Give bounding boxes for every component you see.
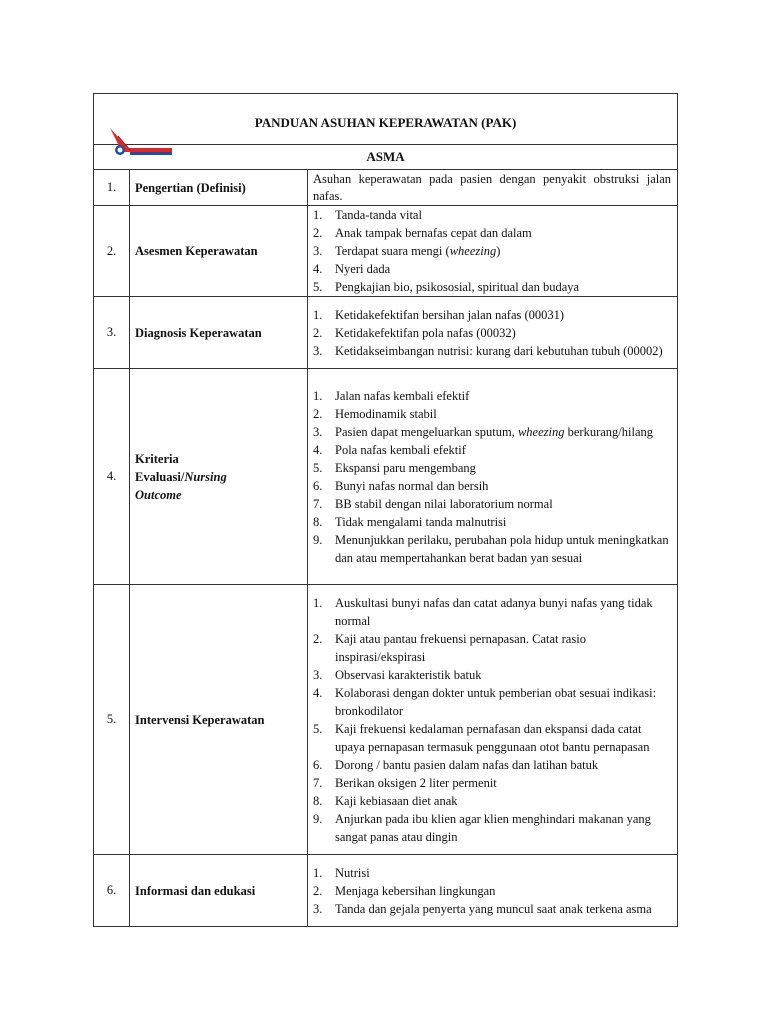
- list-item: 5. Ekspansi paru mengembang: [313, 460, 476, 475]
- table-row: [94, 369, 678, 585]
- row-number: 6.: [94, 855, 130, 927]
- pak-table: [93, 93, 678, 927]
- list-item: 9. Menunjukkan perilaku, perubahan pola hidup untuk meningkatkan dan atau mempertahankan berat badan yan sesuai: [313, 532, 669, 565]
- row-label: Informasi dan edukasi: [130, 855, 308, 927]
- row-label: Diagnosis Keperawatan: [130, 297, 308, 369]
- row-content: [308, 369, 678, 585]
- table-row: [94, 855, 678, 927]
- list-item: 8. Tidak mengalami tanda malnutrisi: [313, 514, 507, 529]
- list-item: 3. Pasien dapat mengeluarkan sputum, wheezing berkurang/hilang: [313, 424, 653, 439]
- list-item: 2. Anak tampak bernafas cepat dan dalam: [313, 226, 532, 240]
- list-item: 8. Kaji kebiasaan diet anak: [313, 793, 458, 808]
- list-item: 3. Terdapat suara mengi (wheezing): [313, 244, 501, 258]
- list-item: 4. Nyeri dada: [313, 262, 391, 276]
- list-item: 1. Nutrisi: [313, 865, 370, 880]
- document-subtitle: ASMA: [94, 145, 678, 170]
- list-item: 2. Hemodinamik stabil: [313, 406, 437, 421]
- row-number: 5.: [94, 585, 130, 855]
- list-item: 2. Menjaga kebersihan lingkungan: [313, 883, 496, 898]
- table-row: [94, 170, 678, 206]
- list-item: 7. BB stabil dengan nilai laboratorium normal: [313, 496, 553, 511]
- row-content: [308, 855, 678, 927]
- document-title: PANDUAN ASUHAN KEPERAWATAN (PAK): [254, 115, 517, 130]
- row-label: Kriteria Evaluasi/Nursing Outcome: [130, 369, 308, 585]
- row-content: [308, 297, 678, 369]
- row-label: Intervensi Keperawatan: [130, 585, 308, 855]
- table-row: [94, 297, 678, 369]
- row-label: Pengertian (Definisi): [130, 170, 308, 206]
- row-label: Asesmen Keperawatan: [130, 206, 308, 297]
- document: [93, 93, 677, 927]
- list-item: 1. Auskultasi bunyi nafas dan catat adanya bunyi nafas yang tidak normal: [313, 595, 653, 628]
- list-item: 3. Ketidakseimbangan nutrisi: kurang dari kebutuhan tubuh (00002): [313, 343, 663, 358]
- list-item: 2. Kaji atau pantau frekuensi pernapasan. Catat rasio inspirasi/ekspirasi: [313, 631, 586, 664]
- list-item: 3. Observasi karakteristik batuk: [313, 667, 482, 682]
- row-number: 2.: [94, 206, 130, 297]
- list-item: 1. Ketidakefektifan bersihan jalan nafas (00031): [313, 307, 565, 322]
- list-item: 9. Anjurkan pada ibu klien agar klien menghindari makanan yang sangat panas atau dingin: [313, 811, 651, 844]
- list-item: 6. Bunyi nafas normal dan bersih: [313, 478, 489, 493]
- list-item: 3. Tanda dan gejala penyerta yang muncul saat anak terkena asma: [313, 901, 652, 916]
- row-number: 3.: [94, 297, 130, 369]
- table-row: [94, 585, 678, 855]
- list-item: 5. Pengkajian bio, psikososial, spiritual dan budaya: [313, 280, 580, 294]
- row-content: Asuhan keperawatan pada pasien dengan penyakit obstruksi jalan nafas.: [308, 170, 678, 206]
- row-number: 4.: [94, 369, 130, 585]
- list-item: 1. Tanda-tanda vital: [313, 208, 422, 222]
- list-item: 1. Jalan nafas kembali efektif: [313, 388, 470, 403]
- list-item: 4. Pola nafas kembali efektif: [313, 442, 466, 457]
- list-item: 2. Ketidakefektifan pola nafas (00032): [313, 325, 516, 340]
- list-item: 6. Dorong / bantu pasien dalam nafas dan latihan batuk: [313, 757, 599, 772]
- table-row: [94, 206, 678, 297]
- row-content: [308, 206, 678, 297]
- row-number: 1.: [94, 170, 130, 206]
- list-item: 4. Kolaborasi dengan dokter untuk pemberian obat sesuai indikasi: bronkodilator: [313, 685, 657, 718]
- list-item: 7. Berikan oksigen 2 liter permenit: [313, 775, 497, 790]
- header-title-cell: [94, 94, 678, 145]
- row-content: [308, 585, 678, 855]
- list-item: 5. Kaji frekuensi kedalaman pernafasan dan ekspansi dada catat upaya pernapasan termasuk penggunaan otot bantu pernapasan: [313, 721, 650, 754]
